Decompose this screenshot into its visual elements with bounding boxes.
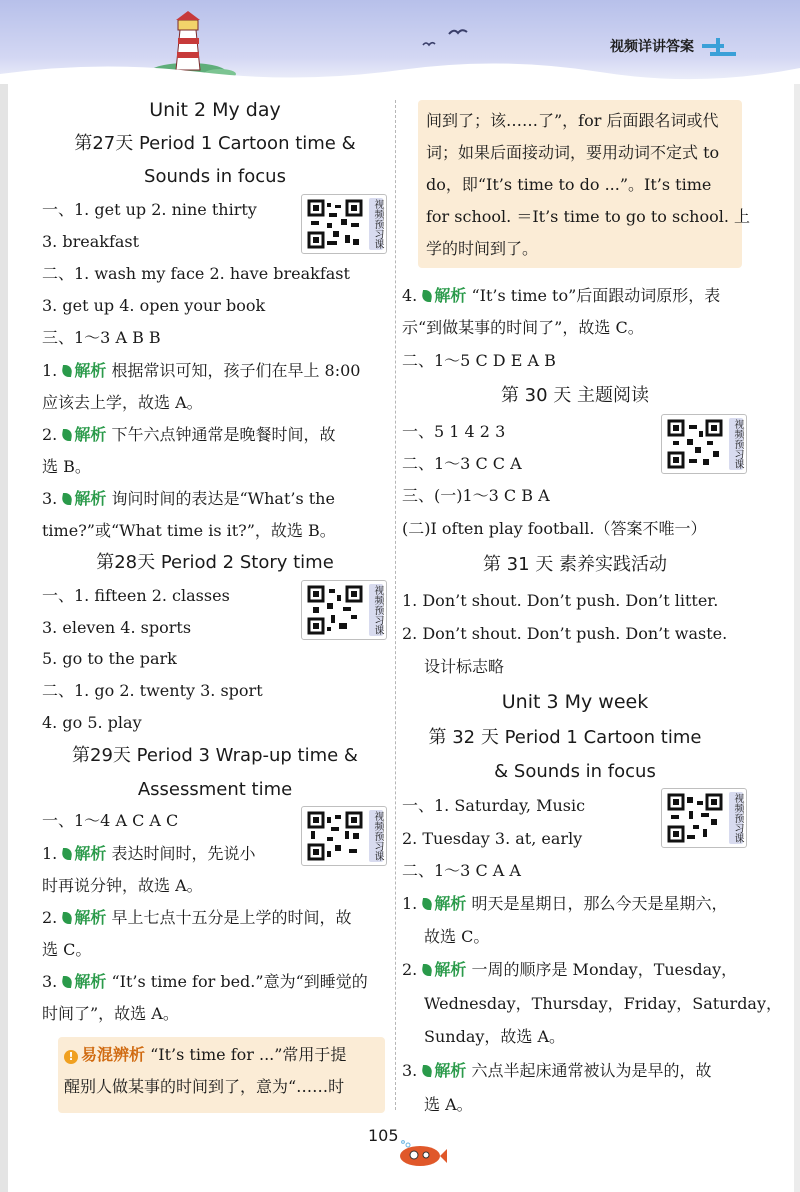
qr-pattern xyxy=(307,585,363,635)
d32-line3: 二、1～3 C A A xyxy=(402,861,521,880)
qr-label: 视频预习课 xyxy=(369,198,383,250)
note-line4: 词；如果后面接动词，要用动词不定式 to xyxy=(426,143,720,162)
d29-q4-cont: 示“到做某事的时间了”，故选 C。 xyxy=(402,318,644,337)
q-number: 2. xyxy=(42,908,58,927)
leaf-icon xyxy=(61,976,73,988)
qr-code-day27[interactable] xyxy=(301,194,387,254)
analysis-label: 解析 xyxy=(74,489,107,508)
note-line7: 学的时间到了。 xyxy=(426,239,539,258)
d27-q3 xyxy=(42,488,335,510)
d27-line1: 一、1. get up 2. nine thirty xyxy=(42,200,257,219)
d32-line1: 一、1. Saturday, Music xyxy=(402,796,586,815)
q-text: “It’s time to”后面跟动词原形，表 xyxy=(471,286,721,305)
note-label-text: 易混辨析 xyxy=(81,1045,146,1064)
analysis-label: 解析 xyxy=(74,361,107,380)
qr-label: 视频预习课 xyxy=(729,792,743,844)
q-text: 表达时间时，先说小 xyxy=(111,844,256,863)
d30-line1: 一、5 1 4 2 3 xyxy=(402,422,506,441)
q-text: 下午六点钟通常是晚餐时间，故 xyxy=(111,425,336,444)
analysis-tag xyxy=(62,907,106,929)
d27-q2-cont: 选 B。 xyxy=(42,457,91,476)
d29-line1: 一、1～4 A C A C xyxy=(42,811,179,830)
q-text: 根据常识可知，孩子们在早上 8:00 xyxy=(111,361,361,380)
page-edge-right xyxy=(794,0,800,1192)
d29-q3-cont: 时间了”，故选 A。 xyxy=(42,1004,179,1023)
d32-q3 xyxy=(402,1060,711,1082)
day32-title: 第 32 天 Period 1 Cartoon time xyxy=(428,727,702,748)
q-number: 3. xyxy=(42,489,58,508)
analysis-label: 解析 xyxy=(434,286,467,305)
d27-q1-cont: 应该去上学，故选 A。 xyxy=(42,393,203,412)
analysis-label: 解析 xyxy=(74,425,107,444)
q-number: 4. xyxy=(402,286,418,305)
analysis-tag xyxy=(62,488,106,510)
d27-line5: 三、1～3 A B B xyxy=(42,328,161,347)
qr-pattern xyxy=(307,811,363,861)
d29-q1 xyxy=(42,843,255,865)
day28-title: 第28天 Period 2 Story time xyxy=(96,552,334,573)
leaf-icon xyxy=(61,365,73,377)
bird-icon-small xyxy=(422,40,436,48)
d27-q2 xyxy=(42,424,335,446)
d30-line3: 三、(一)1～3 C B A xyxy=(402,486,550,505)
analysis-tag xyxy=(422,285,466,307)
qr-pattern xyxy=(667,793,723,843)
q-text: 一周的顺序是 Monday，Tuesday， xyxy=(471,960,738,979)
d31-line1: 1. Don’t shout. Don’t push. Don’t litter. xyxy=(402,591,719,610)
analysis-tag xyxy=(62,843,106,865)
page-edge-left xyxy=(0,0,8,1192)
leaf-icon xyxy=(61,493,73,505)
banner-wave xyxy=(0,54,800,84)
note-line1 xyxy=(64,1044,346,1066)
qr-code-day30[interactable] xyxy=(661,414,747,474)
d27-line4: 3. get up 4. open your book xyxy=(42,296,266,315)
analysis-tag xyxy=(422,893,466,915)
day31-title: 第 31 天 素养实践活动 xyxy=(482,554,668,575)
analysis-tag xyxy=(62,424,106,446)
day29-title: 第29天 Period 3 Wrap-up time & xyxy=(72,745,358,766)
qr-code-day28[interactable] xyxy=(301,580,387,640)
warning-icon: ! xyxy=(64,1050,78,1064)
note-line3: 间到了；该……了”，for 后面跟名词或代 xyxy=(426,111,719,130)
q-number: 2. xyxy=(42,425,58,444)
note-line2: 醒别人做某事的时间到了，意为“……时 xyxy=(64,1077,345,1096)
analysis-tag xyxy=(422,959,466,981)
header-banner xyxy=(0,0,800,82)
d27-line3: 二、1. wash my face 2. have breakfast xyxy=(42,264,350,283)
leaf-icon xyxy=(421,898,433,910)
analysis-label: 解析 xyxy=(74,972,107,991)
day32-subtitle: & Sounds in focus xyxy=(494,761,656,782)
day29-subtitle: Assessment time xyxy=(137,779,293,800)
note-label xyxy=(64,1045,145,1064)
qr-label: 视频预习课 xyxy=(369,810,383,862)
q-number: 1. xyxy=(42,361,58,380)
q-text: “It’s time for bed.”意为“到睡觉的 xyxy=(111,972,368,991)
d28-line3: 5. go to the park xyxy=(42,649,177,668)
d32-line2: 2. Tuesday 3. at, early xyxy=(402,829,583,848)
d28-line4: 二、1. go 2. twenty 3. sport xyxy=(42,681,263,700)
logo-icon xyxy=(702,36,738,60)
submarine-icon xyxy=(396,1140,448,1168)
qr-code-day29[interactable] xyxy=(301,806,387,866)
d29-q3 xyxy=(42,971,368,993)
analysis-tag xyxy=(422,1060,466,1082)
d30-line4: (二)I often play football.（答案不唯一） xyxy=(402,519,707,538)
day27-title: 第27天 Period 1 Cartoon time & xyxy=(74,133,356,154)
d29-q1-cont: 时再说分钟，故选 A。 xyxy=(42,876,203,895)
qr-code-day32[interactable] xyxy=(661,788,747,848)
note-text: “It’s time for ...”常用于提 xyxy=(150,1045,347,1064)
leaf-icon xyxy=(61,848,73,860)
d29-q2-cont: 选 C。 xyxy=(42,940,92,959)
d28-line2: 3. eleven 4. sports xyxy=(42,618,192,637)
d31-line2: 2. Don’t shout. Don’t push. Don’t waste. xyxy=(402,624,728,643)
analysis-tag xyxy=(62,360,106,382)
column-divider xyxy=(395,100,396,1110)
day30-title: 第 30 天 主题阅读 xyxy=(500,385,650,406)
d32-q3-cont: 选 A。 xyxy=(424,1095,473,1114)
page-number: 105 xyxy=(368,1126,399,1145)
q-text: 六点半起床通常被认为是早的，故 xyxy=(471,1061,712,1080)
qr-label: 视频预习课 xyxy=(369,584,383,636)
analysis-label: 解析 xyxy=(434,960,467,979)
unit2-title: Unit 2 My day xyxy=(149,99,281,121)
q-number: 3. xyxy=(402,1061,418,1080)
d28-line1: 一、1. fifteen 2. classes xyxy=(42,586,230,605)
note-line6: for school. ＝It’s time to go to school. 上 xyxy=(426,207,751,226)
qr-pattern xyxy=(667,419,723,469)
leaf-icon xyxy=(421,290,433,302)
q-text: 询问时间的表达是“What’s the xyxy=(111,489,335,508)
leaf-icon xyxy=(61,429,73,441)
d32-q1-cont: 故选 C。 xyxy=(424,927,490,946)
leaf-icon xyxy=(421,964,433,976)
d32-q2-cont: Wednesday，Thursday，Friday，Saturday， xyxy=(424,994,783,1013)
d30-line2: 二、1～3 C C A xyxy=(402,454,522,473)
q-text: 早上七点十五分是上学的时间，故 xyxy=(111,908,352,927)
q-number: 1. xyxy=(42,844,58,863)
unit3-title: Unit 3 My week xyxy=(501,691,649,713)
d27-q3-cont: time?”或“What time is it?”，故选 B。 xyxy=(42,521,336,540)
d31-line3: 设计标志略 xyxy=(424,657,505,676)
q-number: 3. xyxy=(42,972,58,991)
analysis-label: 解析 xyxy=(74,844,107,863)
q-number: 2. xyxy=(402,960,418,979)
leaf-icon xyxy=(421,1065,433,1077)
analysis-label: 解析 xyxy=(434,894,467,913)
bird-icon xyxy=(448,26,468,38)
d32-q1 xyxy=(402,893,727,915)
analysis-tag xyxy=(62,971,106,993)
d29-q4 xyxy=(402,285,720,307)
q-text: 明天是星期日，那么今天是星期六， xyxy=(471,894,728,913)
analysis-label: 解析 xyxy=(434,1061,467,1080)
d27-q1 xyxy=(42,360,361,382)
d27-line2: 3. breakfast xyxy=(42,232,140,251)
header-label: 视频详讲答案 xyxy=(610,39,694,55)
qr-pattern xyxy=(307,199,363,249)
note-line5: do，即“It’s time to do ...”。It’s time xyxy=(426,175,712,194)
qr-label: 视频预习课 xyxy=(729,418,743,470)
d32-q2-cont2: Sunday，故选 A。 xyxy=(424,1027,566,1046)
d32-q2 xyxy=(402,959,737,981)
day27-subtitle: Sounds in focus xyxy=(144,166,286,187)
d29-q2 xyxy=(42,907,351,929)
d29-line2: 二、1～5 C D E A B xyxy=(402,351,556,370)
leaf-icon xyxy=(61,912,73,924)
d28-line5: 4. go 5. play xyxy=(42,713,142,732)
q-number: 1. xyxy=(402,894,418,913)
analysis-label: 解析 xyxy=(74,908,107,927)
